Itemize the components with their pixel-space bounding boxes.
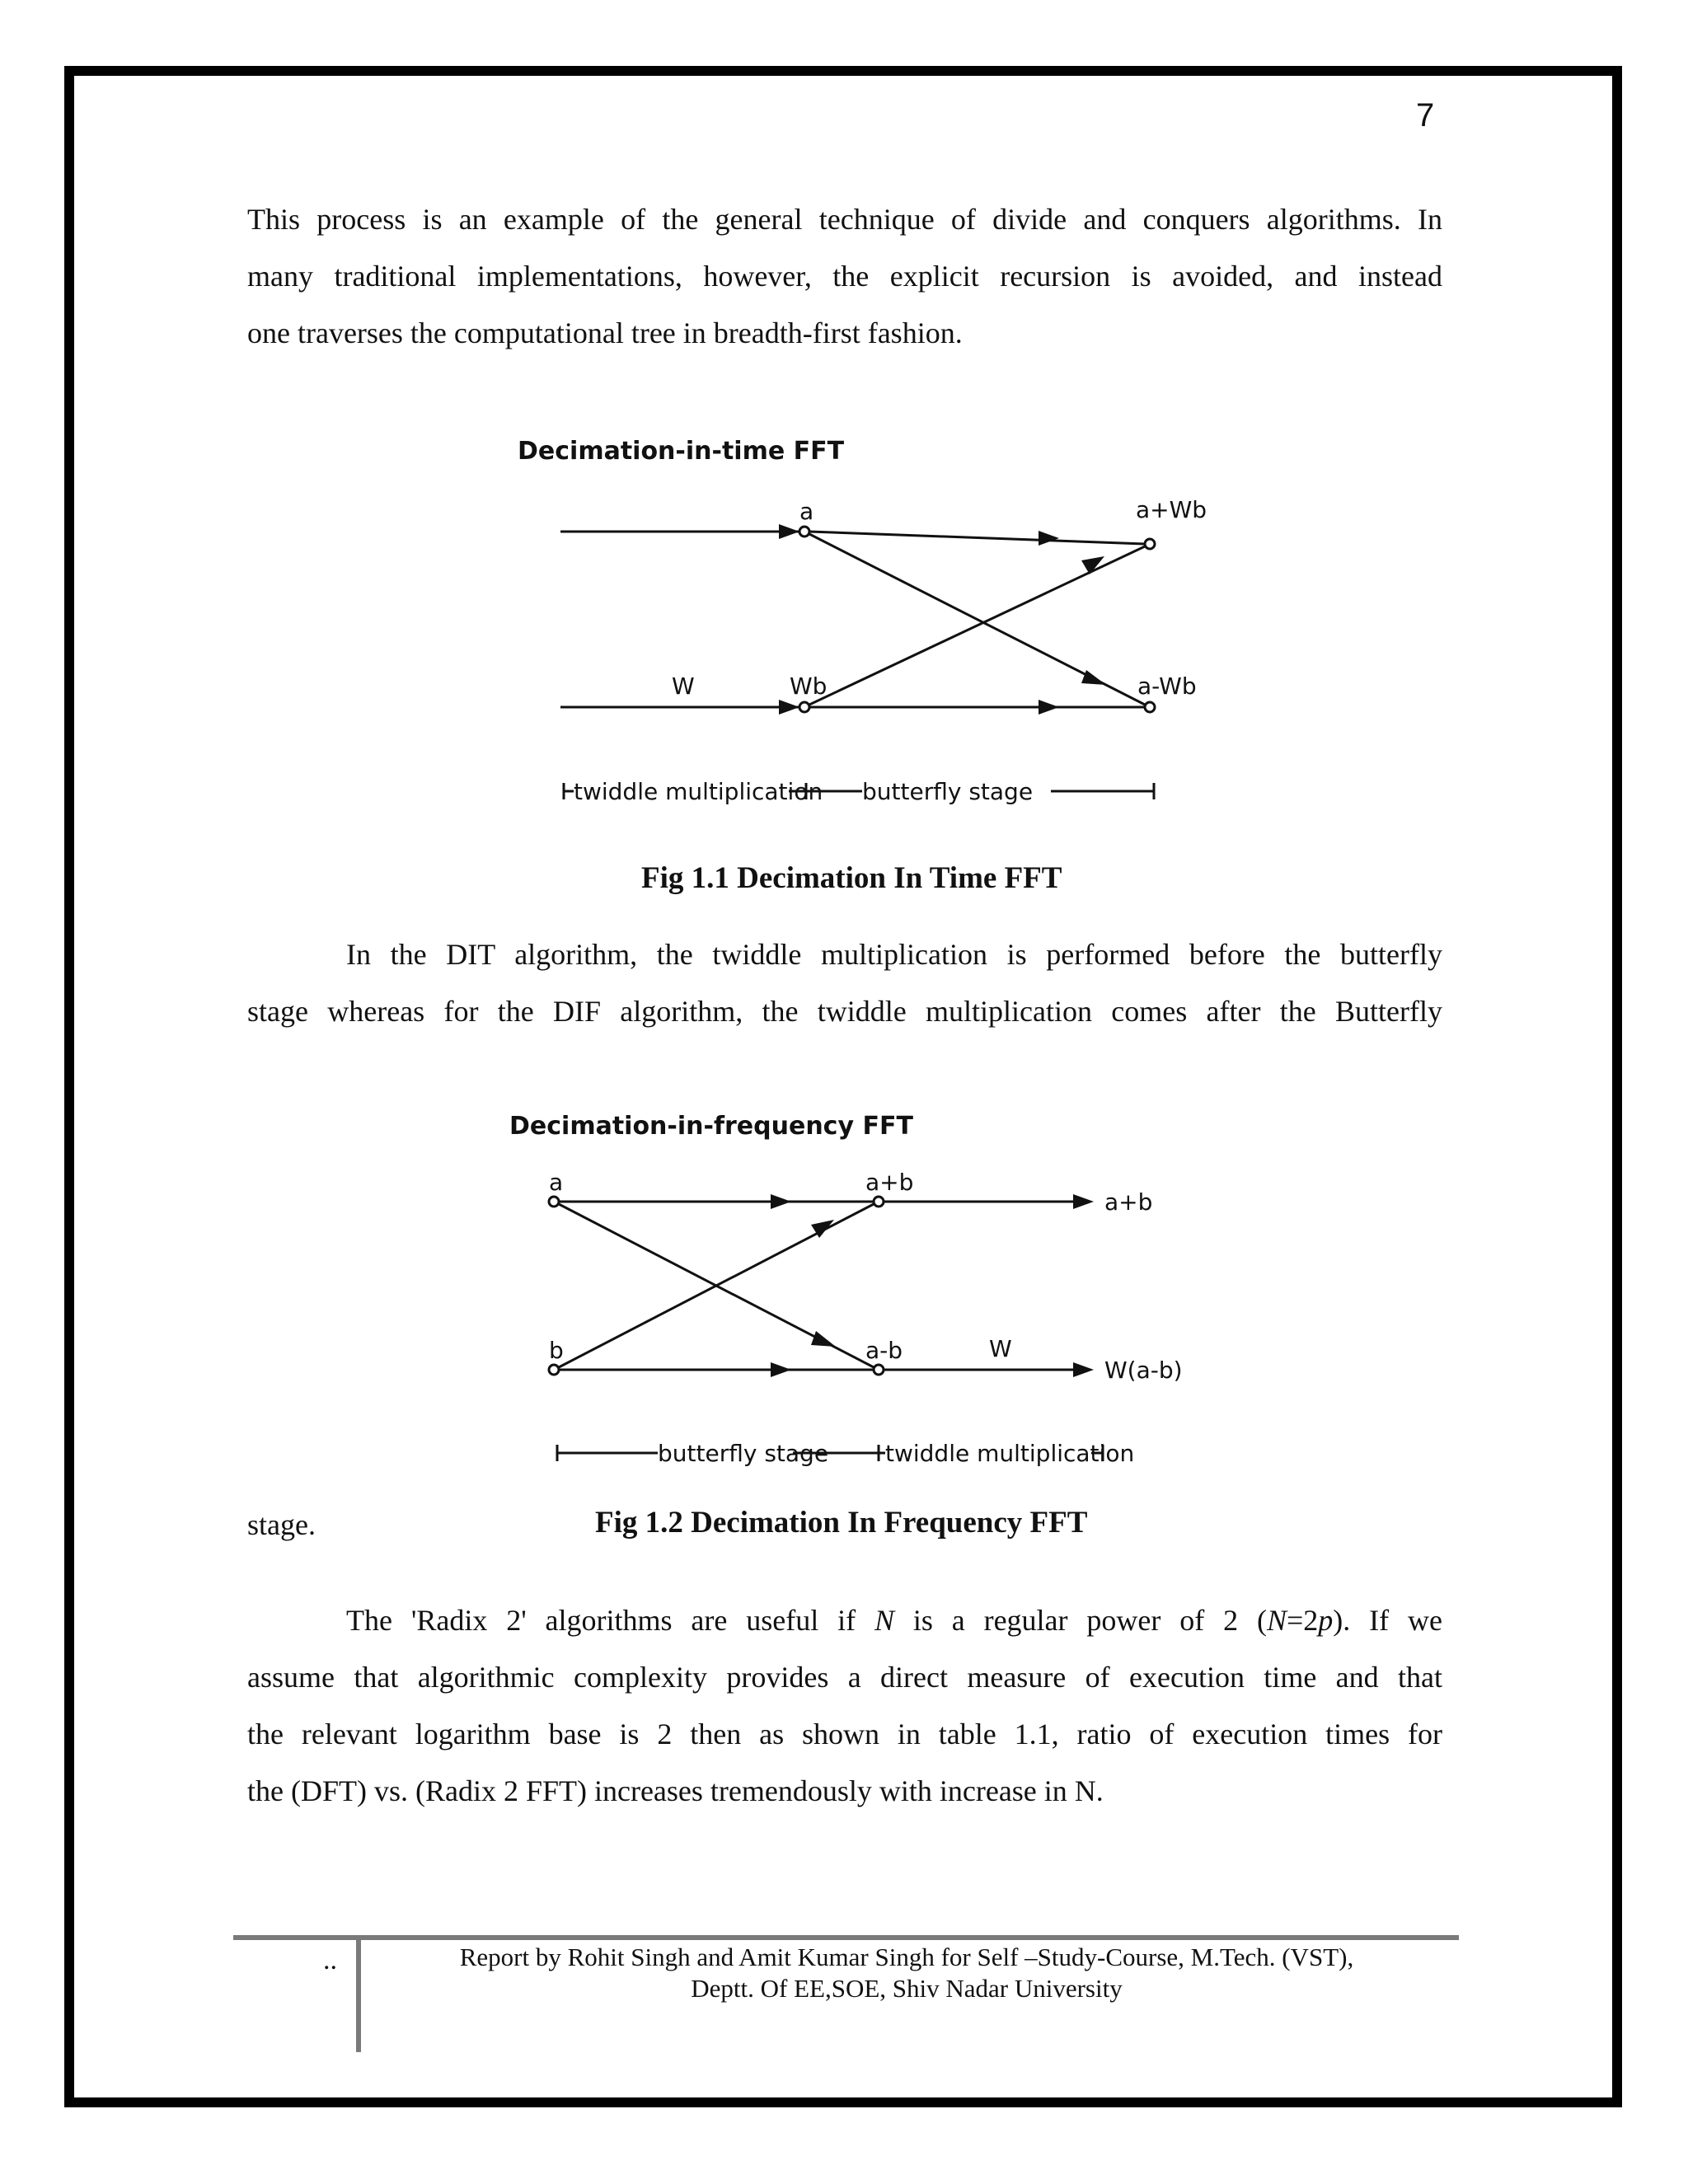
dif-arrowhead — [771, 1194, 791, 1209]
dit-arrowhead — [779, 700, 799, 715]
dif-butterfly-diagram — [495, 1104, 1236, 1475]
paragraph-line: many traditional implementations, however, the explicit recursion is avoided, and instead — [247, 260, 1442, 293]
page-number: 7 — [1416, 97, 1435, 134]
dif-label-a: a — [549, 1169, 564, 1196]
dif-arrowhead — [771, 1362, 791, 1377]
math-var: N — [1266, 1604, 1287, 1637]
dif-label-a-plus-b-out: a+b — [1104, 1188, 1153, 1216]
dit-label-wb: Wb — [790, 673, 828, 700]
text-run: =2 — [1286, 1604, 1319, 1637]
dit-arrowhead — [779, 524, 799, 539]
text-run: ). If we — [1333, 1604, 1442, 1637]
dif-label-twiddle: twiddle multiplication — [885, 1440, 1135, 1467]
paragraph-line: one traverses the computational tree in breadth-first fashion. — [247, 316, 963, 349]
paragraph-line: assume that algorithmic complexity provides a direct measure of execution time and that — [247, 1661, 1442, 1694]
dif-arrowhead — [811, 1331, 836, 1347]
dif-label-a-plus-b-node: a+b — [865, 1169, 914, 1196]
fig2-caption: Fig 1.2 Decimation In Frequency FFT — [595, 1506, 1088, 1540]
paragraph-intro — [247, 191, 1442, 362]
paragraph-line: stage whereas for the DIF algorithm, the twiddle multiplication comes after the Butterfly — [247, 995, 1442, 1028]
dit-label-butterfly: butterfly stage — [862, 778, 1034, 805]
dif-node-a-plus-b — [874, 1197, 884, 1207]
footer-text — [371, 1942, 1442, 2004]
text-run: is a regular power of 2 ( — [893, 1604, 1267, 1637]
dif-label-w: W — [989, 1335, 1012, 1362]
dit-arrowhead — [1039, 531, 1059, 546]
dit-node-a-minus-wb — [1145, 702, 1155, 712]
dit-label-a-plus-wb: a+Wb — [1136, 496, 1207, 523]
dif-arrowhead — [1073, 1194, 1094, 1209]
dit-title: Decimation-in-time FFT — [518, 437, 845, 466]
dit-label-twiddle: twiddle multiplication — [574, 778, 823, 805]
dit-label-a: a — [799, 498, 814, 525]
dit-label-a-minus-wb: a-Wb — [1137, 673, 1197, 700]
dif-arrowhead — [1073, 1362, 1094, 1377]
dif-label-b: b — [549, 1337, 564, 1364]
dit-node-wb — [799, 702, 809, 712]
dit-butterfly-diagram — [495, 429, 1236, 816]
fig1-caption: Fig 1.1 Decimation In Time FFT — [641, 861, 1062, 895]
dif-node-a — [549, 1197, 559, 1207]
dit-label-w: W — [672, 673, 695, 700]
dit-arrowhead — [1039, 700, 1059, 715]
math-var: N — [874, 1604, 894, 1637]
dit-arrowhead — [1081, 670, 1106, 685]
dif-node-b — [549, 1365, 559, 1375]
paragraph-line — [247, 1592, 1442, 1649]
dif-label-butterfly: butterfly stage — [658, 1440, 829, 1467]
dit-top-branch — [809, 532, 1145, 544]
math-var: p — [1318, 1604, 1334, 1637]
footer-rule — [233, 1935, 1459, 1940]
paragraph-dit — [247, 926, 1442, 1040]
footer-dots: .. — [323, 1945, 337, 1975]
paragraph-radix2 — [247, 1592, 1442, 1820]
dit-node-a — [799, 527, 809, 537]
footer-line: Report by Rohit Singh and Amit Kumar Singh for Self –Study-Course, M.Tech. (VST), — [459, 1943, 1354, 1971]
footer-divider — [356, 1937, 361, 2052]
paragraph-line: the (DFT) vs. (Radix 2 FFT) increases tremendously with increase in N. — [247, 1774, 1104, 1807]
dif-node-a-minus-b — [874, 1365, 884, 1375]
paragraph-line: the relevant logarithm base is 2 then as shown in table 1.1, ratio of execution times for — [247, 1718, 1442, 1750]
dif-title: Decimation-in-frequency FFT — [509, 1112, 913, 1141]
paragraph-line: This process is an example of the general technique of divide and conquers algorithms. In — [247, 203, 1442, 236]
paragraph-line: In the DIT algorithm, the twiddle multiplication is performed before the butterfly — [346, 938, 1442, 971]
text-run: The 'Radix 2' algorithms are useful if — [346, 1604, 874, 1637]
dif-label-w-a-minus-b: W(a-b) — [1104, 1357, 1183, 1384]
dif-label-a-minus-b: a-b — [865, 1337, 903, 1364]
stage-word: stage. — [247, 1508, 316, 1541]
footer-line: Deptt. Of EE,SOE, Shiv Nadar University — [691, 1974, 1123, 2003]
dit-node-a-plus-wb — [1145, 539, 1155, 549]
